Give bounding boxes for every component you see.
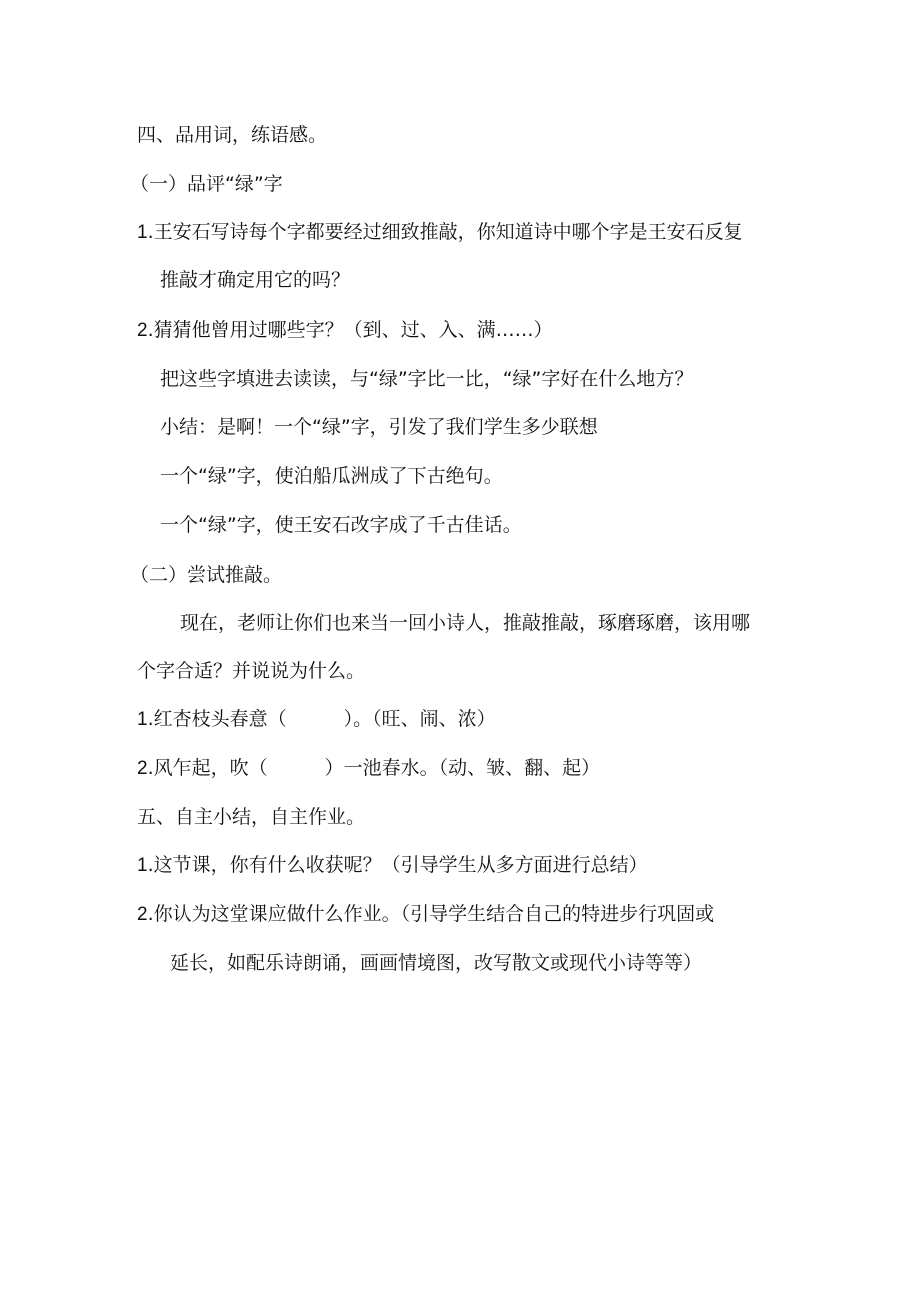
question-2-number: 2 bbox=[137, 320, 148, 341]
question-1 bbox=[137, 219, 743, 246]
question-2-text: .猜猜他曾用过哪些字？（到、过、入、满……） bbox=[147, 319, 553, 341]
homework-item-1-number: 1 bbox=[137, 855, 148, 876]
homework-item-2-text: .你认为这堂课应做什么作业。（引导学生结合自己的特进步行巩固或 bbox=[147, 903, 715, 925]
question-1-continuation: 推敲才确定用它的吗？ bbox=[160, 269, 351, 291]
homework-item-2-continuation: 延长，如配乐诗朗诵，画画情境图，改写散文或现代小诗等等） bbox=[170, 952, 703, 974]
summary-line-1: 小结：是啊！一个“绿”字，引发了我们学生多少联想 bbox=[160, 416, 598, 438]
subsection-heading-1: （一）品评“绿”字 bbox=[130, 173, 283, 195]
question-2-followup: 把这些字填进去读读，与“绿”字比一比，“绿”字好在什么地方？ bbox=[160, 368, 694, 390]
exercise-1 bbox=[137, 706, 496, 733]
exercise-2-number: 2 bbox=[137, 758, 148, 779]
exercise-1-number: 1 bbox=[137, 709, 148, 730]
exercise-1-text: .红杏枝头春意（ ）。（旺、闹、浓） bbox=[147, 708, 496, 730]
summary-line-3: 一个“绿”字，使王安石改字成了千古佳话。 bbox=[160, 514, 522, 536]
homework-item-2 bbox=[137, 901, 714, 928]
question-1-text: .王安石写诗每个字都要经过细致推敲，你知道诗中哪个字是王安石反复 bbox=[147, 221, 743, 243]
intro-paragraph-line-2: 个字合适？并说说为什么。 bbox=[137, 660, 366, 682]
summary-line-2: 一个“绿”字，使泊船瓜洲成了下古绝句。 bbox=[160, 465, 503, 487]
section-heading-4: 四、品用词，练语感。 bbox=[137, 124, 328, 146]
question-1-number: 1 bbox=[137, 222, 148, 243]
exercise-2 bbox=[137, 755, 600, 782]
homework-item-1-text: .这节课，你有什么收获呢？（引导学生从多方面进行总结） bbox=[147, 854, 648, 876]
subsection-heading-2: （二）尝试推敲。 bbox=[130, 564, 283, 586]
exercise-2-text: .风乍起，吹（ ）一池春水。（动、皱、翻、起） bbox=[147, 757, 601, 779]
section-heading-5: 五、自主小结，自主作业。 bbox=[137, 806, 366, 828]
homework-item-1 bbox=[137, 852, 648, 879]
homework-item-2-number: 2 bbox=[137, 904, 148, 925]
intro-paragraph-line-1: 现在，老师让你们也来当一回小诗人，推敲推敲，琢磨琢磨，该用哪 bbox=[180, 612, 751, 634]
question-2 bbox=[137, 317, 553, 344]
